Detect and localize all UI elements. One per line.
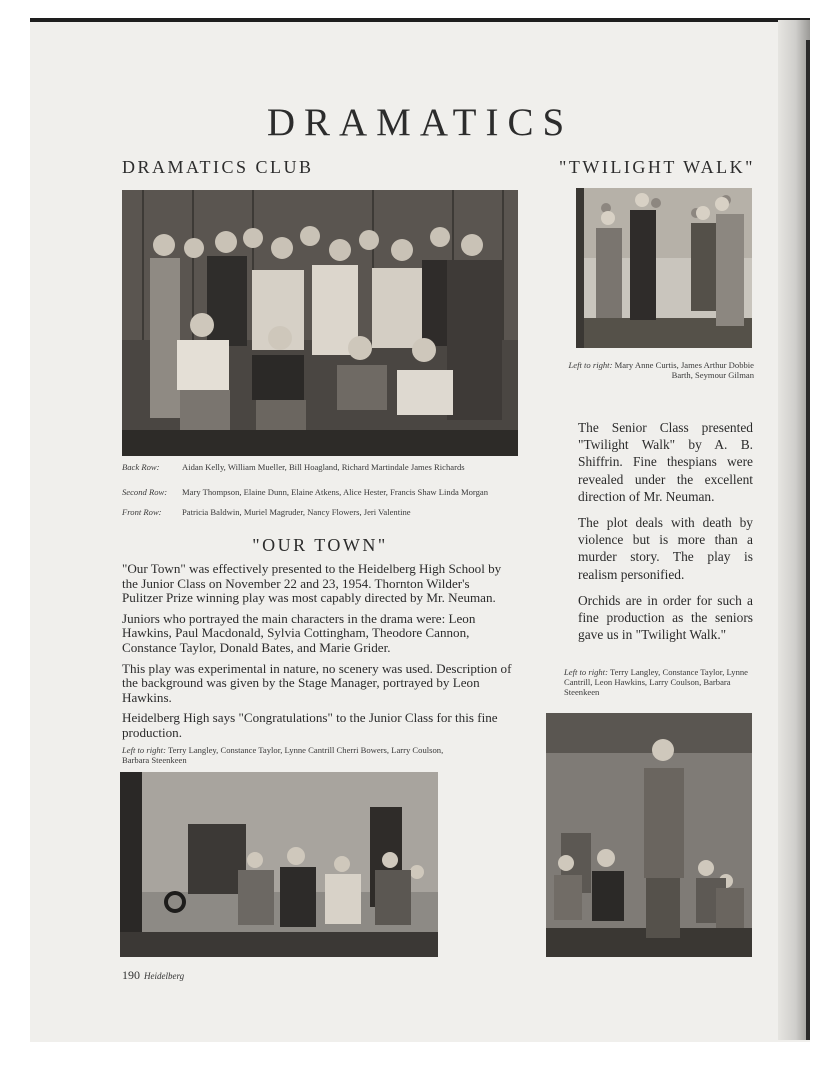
caption-label: Front Row: <box>122 507 162 517</box>
caption-names: Terry Langley, Constance Taylor, Lynne Cantrill, Leon Hawkins, Larry Coulson, Barbara Steenkeen <box>564 667 748 697</box>
caption-label: Back Row: <box>122 462 160 472</box>
caption-label: Left to right: <box>568 360 613 370</box>
caption-label: Left to right: <box>564 667 608 677</box>
twilight-paragraph: The Senior Class presented "Twilight Walk" by A. B. Shiffrin. Fine thespians were revealed under the excellent direction of Mr. Neuman. <box>578 420 753 504</box>
club-caption-front-row <box>122 507 512 517</box>
page-number: 190 <box>122 968 140 982</box>
twilight-photo-caption <box>564 360 754 380</box>
club-caption-second-row <box>122 487 512 497</box>
twilight-body <box>578 419 753 652</box>
club-caption-back-row <box>122 462 512 472</box>
our-town-paragraph: Juniors who portrayed the main characters in the drama were: Leon Hawkins, Paul Macdonald, Sylvia Cottingham, Theodore Cannon, Constance Taylor, Donald Bates, and Marie Grider. <box>122 610 476 655</box>
caption-names: Terry Langley, Constance Taylor, Lynne Cantrill Cherri Bowers, Larry Coulson, Barbara Steenkeen <box>122 745 444 765</box>
twilight-heading: "TWILIGHT WALK" <box>559 157 755 177</box>
caption-names: Aidan Kelly, William Mueller, Bill Hoagland, Richard Martindale James Richards <box>182 462 465 472</box>
caption-names: Mary Anne Curtis, James Arthur Dobbie Barth, Seymour Gilman <box>614 360 754 380</box>
caption-names: Mary Thompson, Elaine Dunn, Elaine Atkens, Alice Hester, Francis Shaw Linda Morgan <box>182 487 489 497</box>
publication-name: Heidelberg <box>144 971 185 981</box>
our-town-paragraph: This play was experimental in nature, no scenery was used. Description of the background was given by the Stage Manager, portrayed by Leon Hawkins. <box>122 660 512 705</box>
caption-label: Left to right: <box>122 745 166 755</box>
twilight-second-caption <box>564 667 754 697</box>
club-heading: DRAMATICS CLUB <box>122 157 314 177</box>
caption-names: Patricia Baldwin, Muriel Magruder, Nancy Flowers, Jeri Valentine <box>182 507 411 517</box>
club-group-photo <box>122 190 518 456</box>
our-town-heading: "OUR TOWN" <box>252 535 388 555</box>
our-town-paragraph: Heidelberg High says "Congratulations" to the Junior Class for this fine production. <box>122 710 498 740</box>
twilight-stage-photo <box>546 713 752 957</box>
twilight-paragraph: The plot deals with death by violence but is more than a murder story. The play is realism personified. <box>578 515 753 582</box>
our-town-photo-caption <box>122 745 452 765</box>
our-town-stage-photo <box>120 772 438 957</box>
caption-label: Second Row: <box>122 487 168 497</box>
twilight-paragraph: Orchids are in order for such a fine production as the seniors gave us in "Twilight Walk." <box>578 592 753 643</box>
our-town-body <box>122 562 512 747</box>
twilight-cast-photo <box>576 188 752 348</box>
binding-edge <box>806 40 810 1040</box>
our-town-paragraph: "Our Town" was effectively presented to the Heidelberg High School by the Junior Class on November 22 and 23, 1954. Thornton Wilder's Pulitzer Prize winning play was most capably directed by Mr. Neuman. <box>122 561 502 606</box>
page-title: DRAMATICS <box>266 101 574 144</box>
page-footer <box>122 968 184 983</box>
